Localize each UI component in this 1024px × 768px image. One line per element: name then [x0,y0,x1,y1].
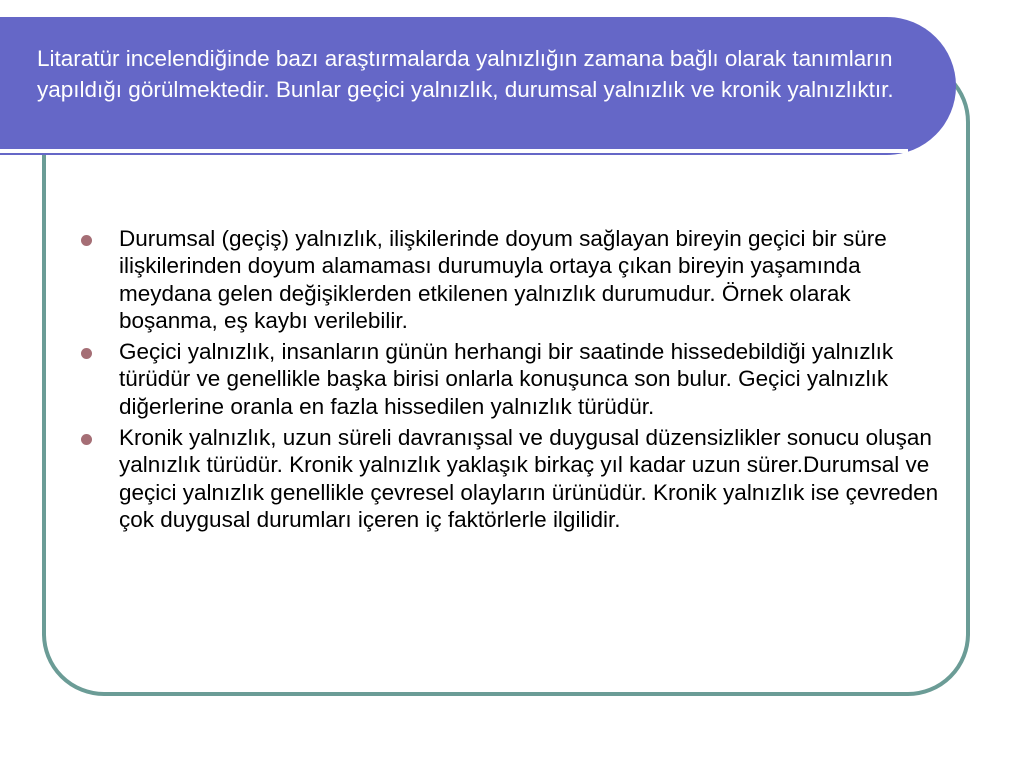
bullet-text: Geçici yalnızlık, insanların günün herhangi bir saatinde hissedebildiği yalnızlık türüdür ve genellikle başka birisi onlarla konuşunca son bulur. Geçici yalnızlık diğerlerine oranla en fazla hissedilen yalnızlık türüdür. [119,339,894,419]
slide-title: Litaratür incelendiğinde bazı araştırmalarda yalnızlığın zamana bağlı olarak tanımların yapıldığı görülmektedir. Bunlar geçici yalnızlık, durumsal yalnızlık ve kronik yalnızlıktır. [37,46,894,102]
bullet-dot-icon [81,348,92,359]
bullet-list [79,225,939,537]
bullet-dot-icon [81,434,92,445]
bullet-text: Kronik yalnızlık, uzun süreli davranışsal ve duygusal düzensizlikler sonucu oluşan yalnızlık türüdür. Kronik yalnızlık yaklaşık birkaç yıl kadar uzun sürer.Durumsal ve geçici yalnızlık genellikle çevresel olayların ürünüdür. Kronik yalnızlık ise çevreden çok duygusal durumları içeren iç faktörlerle ilgilidir. [119,425,939,532]
bullet-item-chronic [79,424,939,533]
bullet-dot-icon [81,235,92,246]
bullet-item-situational [79,225,939,334]
title-band [0,17,956,155]
bullet-item-transient [79,338,939,420]
title-underline [0,149,908,153]
bullet-text: Durumsal (geçiş) yalnızlık, ilişkilerinde doyum sağlayan bireyin geçici bir süre ilişkilerinden doyum alamaması durumuyla ortaya çıkan bireyin yaşamında meydana gelen değişiklerden etkilenen yalnızlık durumudur. Örnek olarak boşanma, eş kaybı verilebilir. [119,226,887,333]
